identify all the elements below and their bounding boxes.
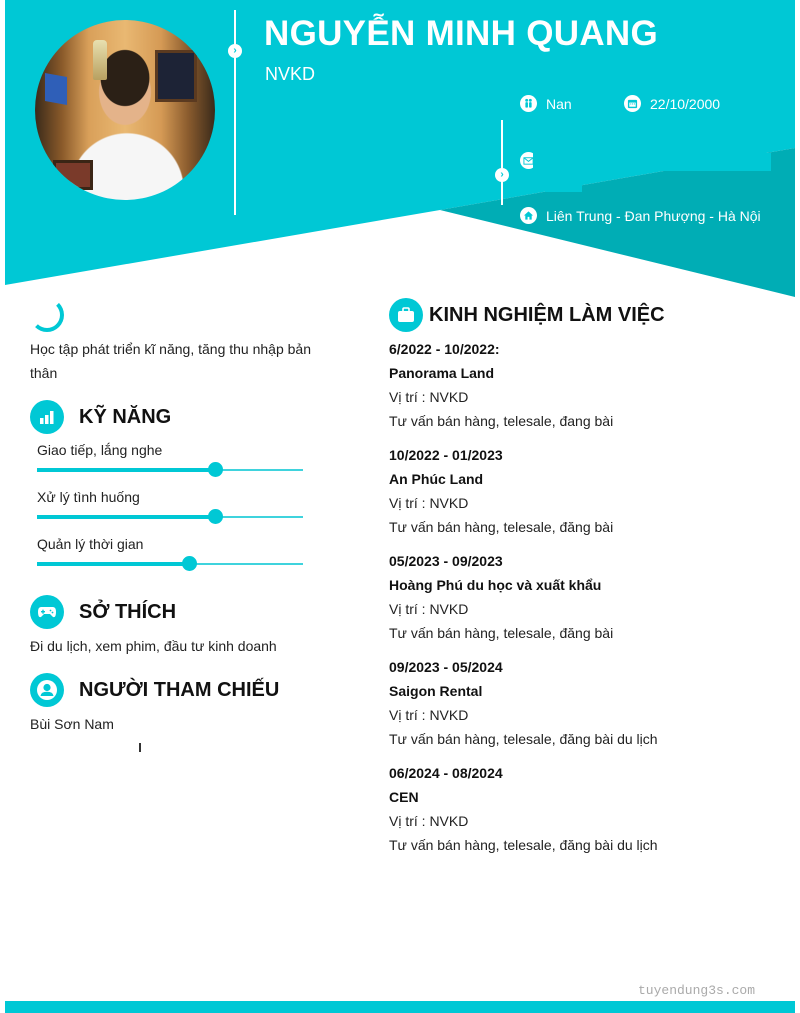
redacted-email-2: [545, 170, 582, 192]
address-info: [520, 207, 761, 224]
footer-bar: [5, 1001, 795, 1013]
job-role: Vị trí : NVKD: [389, 389, 469, 405]
job-description: Tư vấn bán hàng, telesale, đăng bài du lịch: [389, 731, 658, 747]
hobbies-text: Đi du lịch, xem phim, đầu tư kinh doanh: [30, 638, 277, 654]
job-entry: [389, 337, 769, 433]
job-role: Vị trí : NVKD: [389, 495, 469, 511]
birthday-info: [624, 95, 720, 112]
skill-knob: [208, 509, 223, 524]
chevron-right-icon: ›: [495, 168, 509, 182]
objective-text: Học tập phát triển kĩ năng, tăng thu nhập bản thân: [30, 341, 311, 381]
job-role: Vị trí : NVKD: [389, 707, 469, 723]
redacted-fragment: [139, 743, 141, 752]
job-period: 05/2023 - 09/2023: [389, 553, 503, 569]
hobbies-title: SỞ THÍCH: [79, 600, 177, 623]
job-entry: [389, 443, 769, 539]
skill-bar: [37, 469, 303, 471]
reference-title: NGƯỜI THAM CHIẾU: [79, 678, 280, 701]
experience-title: KINH NGHIỆM LÀM VIỆC: [429, 303, 665, 326]
calendar-icon: [624, 95, 641, 112]
job-description: Tư vấn bán hàng, telesale, đăng bài du lịch: [389, 837, 658, 853]
briefcase-icon: [389, 298, 423, 332]
candidate-name: NGUYỄN MINH QUANG: [264, 14, 658, 53]
watermark: tuyendung3s.com: [638, 983, 756, 998]
home-icon: [520, 207, 537, 224]
experience-heading: [389, 298, 665, 332]
bar-chart-icon: [30, 400, 64, 434]
skill-label: Giao tiếp, lắng nghe: [37, 442, 163, 458]
job-description: Tư vấn bán hàng, telesale, đăng bài: [389, 625, 614, 641]
job-period: 6/2022 - 10/2022:: [389, 341, 500, 357]
job-company: CEN: [389, 789, 419, 805]
job-period: 10/2022 - 01/2023: [389, 447, 503, 463]
job-description: Tư vấn bán hàng, telesale, đăng bài: [389, 519, 614, 535]
job-company: An Phúc Land: [389, 471, 484, 487]
gamepad-icon: [30, 595, 64, 629]
skill-bar: [37, 563, 303, 565]
job-entry: [389, 655, 769, 751]
gender-info: [520, 95, 572, 112]
job-period: 09/2023 - 05/2024: [389, 659, 503, 675]
job-role: Vị trí : NVKD: [389, 601, 469, 617]
skill-knob: [182, 556, 197, 571]
job-description: Tư vấn bán hàng, telesale, đang bài: [389, 413, 614, 429]
job-entry: [389, 761, 769, 857]
job-period: 06/2024 - 08/2024: [389, 765, 503, 781]
skill-label: Xử lý tình huống: [37, 489, 140, 505]
job-company: Saigon Rental: [389, 683, 483, 699]
job-role: Vị trí : NVKD: [389, 813, 469, 829]
profile-photo: [35, 20, 215, 200]
reference-name: Bùi Sơn Nam: [30, 716, 114, 732]
job-company: Panorama Land: [389, 365, 495, 381]
candidate-position: NVKD: [265, 64, 316, 84]
hobbies-heading: [30, 595, 176, 629]
skill-bar: [37, 516, 303, 518]
job-entry: [389, 549, 769, 645]
user-icon: [30, 673, 64, 707]
gender-icon: [520, 95, 537, 112]
info-divider-line: [501, 120, 503, 205]
birthday-value: 22/10/2000: [650, 95, 721, 112]
header-divider-line: [234, 10, 236, 215]
gender-value: Nan: [546, 95, 572, 112]
skill-knob: [208, 462, 223, 477]
job-company: Hoàng Phú du học và xuất khẩu: [389, 577, 602, 593]
target-icon: [30, 298, 64, 332]
address-value: Liên Trung - Đan Phượng - Hà Nội: [546, 207, 761, 224]
chevron-right-icon: ›: [228, 44, 242, 58]
objective-heading: [30, 298, 64, 332]
redacted-email: [533, 153, 771, 171]
skills-title: KỸ NĂNG: [79, 405, 172, 428]
skill-label: Quản lý thời gian: [37, 536, 144, 552]
skills-heading: [30, 400, 171, 434]
reference-heading: [30, 673, 279, 707]
